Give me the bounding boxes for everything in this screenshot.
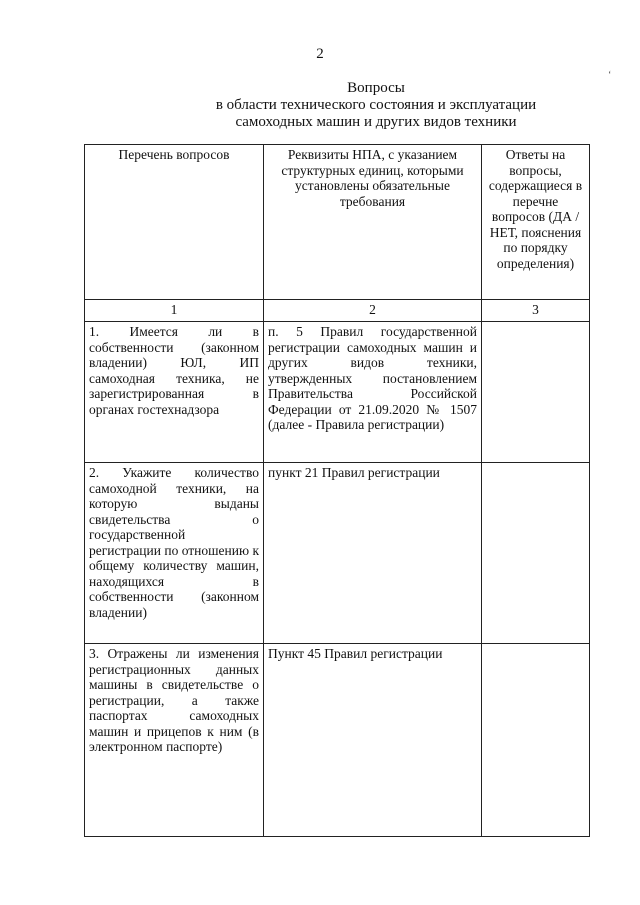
header-answers: Ответы на вопросы, содержащиеся в перечне вопросов (ДА / НЕТ, пояснения по порядку определения): [482, 145, 590, 300]
table-row: [85, 322, 590, 463]
header-legal-references: Реквизиты НПА, с указанием структурных единиц, которыми установлены обязательные требования: [264, 145, 482, 300]
question-cell: 2. Укажите количество самоходной техники, на которую выданы свидетельства о государственной регистрации по отношению к общему количеству машин, находящихся в собственности (законном владении): [85, 463, 264, 644]
table-row: [85, 644, 590, 837]
heading-line-2: в области технического состояния и эксплуатации: [215, 97, 537, 113]
answer-cell[interactable]: [482, 322, 590, 463]
table-header-row: [85, 145, 590, 300]
document-heading: [0, 80, 640, 131]
column-number-3: 3: [482, 300, 590, 322]
page-number: 2: [316, 46, 324, 62]
column-number-1: 1: [85, 300, 264, 322]
column-number-2: 2: [264, 300, 482, 322]
header-questions: Перечень вопросов: [85, 145, 264, 300]
table-row: [85, 463, 590, 644]
answer-cell[interactable]: [482, 644, 590, 837]
reference-cell: п. 5 Правил государственной регистрации самоходных машин и других видов техники, утвержденных постановлением Правительства Российской Федерации от 21.09.2020 № 1507 (далее - Правила регистрации): [264, 322, 482, 463]
heading-line-3: самоходных машин и других видов техники: [235, 114, 517, 130]
column-number-row: [85, 300, 590, 322]
reference-cell: пункт 21 Правил регистрации: [264, 463, 482, 644]
reference-cell: Пункт 45 Правил регистрации: [264, 644, 482, 837]
question-cell: 1. Имеется ли в собственности (законном владении) ЮЛ, ИП самоходная техника, не зарегистрированная в органах гостехнадзора: [85, 322, 264, 463]
heading-line-1: Вопросы: [347, 80, 405, 96]
question-cell: 3. Отражены ли изменения регистрационных данных машины в свидетельстве о регистрации, а также паспортах самоходных машин и прицепов к ним (в электронном паспорте): [85, 644, 264, 837]
answer-cell[interactable]: [482, 463, 590, 644]
requirements-table: [84, 144, 590, 837]
scan-mark: ʻ: [608, 70, 612, 81]
